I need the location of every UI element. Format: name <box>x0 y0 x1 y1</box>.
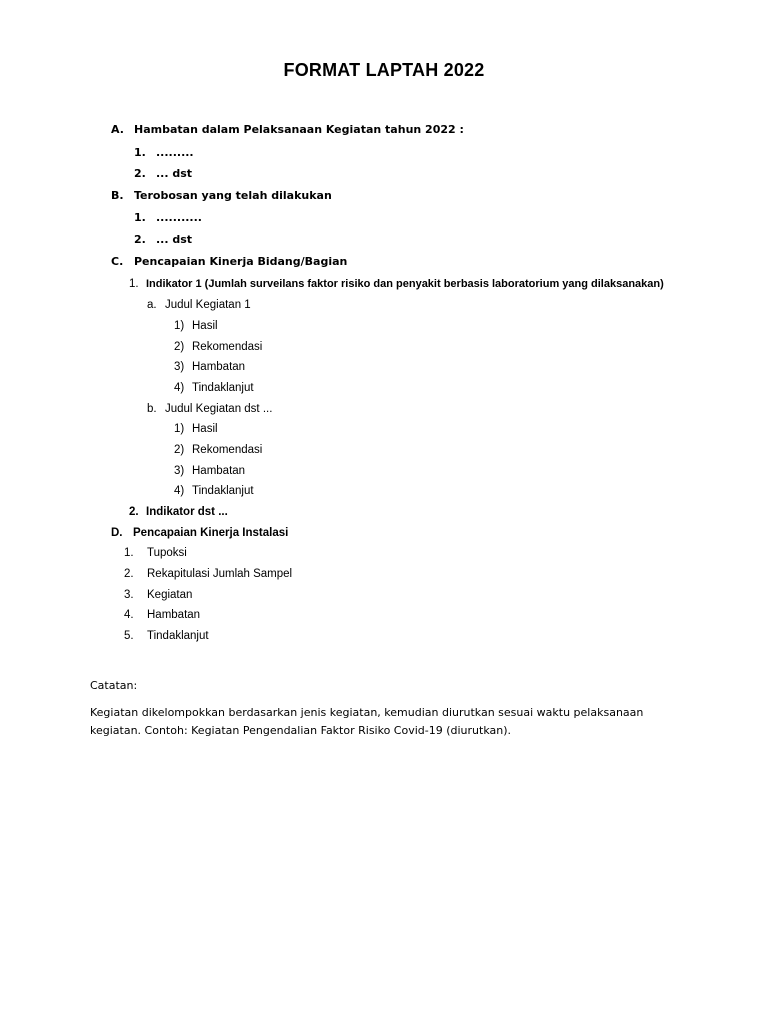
section-marker: B. <box>111 189 124 202</box>
item-label: Tindaklanjut <box>192 382 254 394</box>
item-label: Hambatan <box>147 609 201 621</box>
note-heading: Catatan: <box>90 679 138 692</box>
item-marker: 2. <box>129 506 139 518</box>
item-label: Tupoksi <box>147 547 187 559</box>
note-line: kegiatan. Contoh: Kegiatan Pengendalian Faktor Risiko Covid-19 (diurutkan). <box>90 724 512 737</box>
item-label: Kegiatan <box>147 589 193 601</box>
item-marker: 4) <box>174 382 185 394</box>
item-label: Hambatan <box>192 465 246 477</box>
item-marker: 2. <box>124 568 134 580</box>
section-marker: D. <box>111 527 123 539</box>
item-marker: 5. <box>124 630 134 642</box>
item-marker: 2. <box>134 167 146 180</box>
section-marker: C. <box>111 255 124 268</box>
kegiatan-title: Judul Kegiatan 1 <box>165 299 251 311</box>
item-label: Hasil <box>192 423 218 435</box>
item-label: Rekomendasi <box>192 444 263 456</box>
item-marker: 2) <box>174 444 185 456</box>
section-heading: Terobosan yang telah dilakukan <box>134 189 332 202</box>
item-marker: 1) <box>174 320 185 332</box>
section-heading: Pencapaian Kinerja Instalasi <box>133 527 289 539</box>
indikator-label: Indikator 1 (Jumlah surveilans faktor risiko dan penyakit berbasis laboratorium yang dilaksanakan) <box>146 278 664 290</box>
item-marker: a. <box>147 299 157 311</box>
section-marker: A. <box>111 123 124 136</box>
item-marker: 1) <box>174 423 185 435</box>
item-marker: 3) <box>174 465 185 477</box>
indikator-label: Indikator dst ... <box>146 506 228 518</box>
item-label: Tindaklanjut <box>192 485 254 497</box>
kegiatan-title: Judul Kegiatan dst ... <box>165 403 273 415</box>
item-marker: 4. <box>124 609 134 621</box>
item-marker: 3) <box>174 361 185 373</box>
item-label: Tindaklanjut <box>147 630 209 642</box>
item-label: Hambatan <box>192 361 246 373</box>
item-marker: 4) <box>174 485 185 497</box>
page-title: FORMAT LAPTAH 2022 <box>283 60 485 80</box>
item-marker: 3. <box>124 589 134 601</box>
item-marker: 2) <box>174 341 185 353</box>
item-label: ... dst <box>156 233 193 246</box>
item-label: ......... <box>156 146 194 159</box>
item-label: ... dst <box>156 167 193 180</box>
item-label: Rekomendasi <box>192 341 263 353</box>
item-marker: 1. <box>124 547 134 559</box>
item-marker: 1. <box>129 278 139 290</box>
section-heading: Hambatan dalam Pelaksanaan Kegiatan tahun 2022 : <box>134 123 464 136</box>
item-marker: b. <box>147 403 157 415</box>
item-label: Rekapitulasi Jumlah Sampel <box>147 568 293 580</box>
item-label: ........... <box>156 211 202 224</box>
item-marker: 1. <box>134 211 146 224</box>
item-marker: 2. <box>134 233 146 246</box>
section-heading: Pencapaian Kinerja Bidang/Bagian <box>134 255 348 268</box>
item-marker: 1. <box>134 146 146 159</box>
item-label: Hasil <box>192 320 218 332</box>
note-line: Kegiatan dikelompokkan berdasarkan jenis kegiatan, kemudian diurutkan sesuai waktu pelaksanaan <box>90 706 644 719</box>
